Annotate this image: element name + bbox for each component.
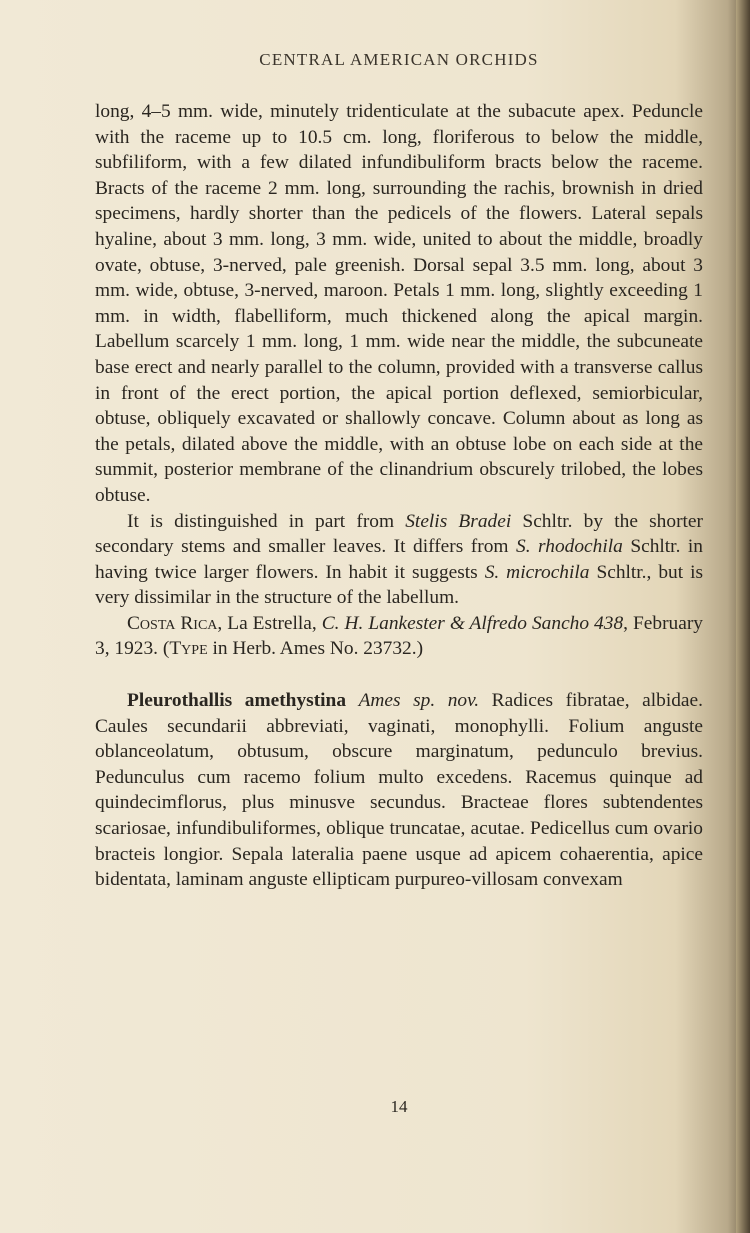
species-name-italic: Stelis Bradei xyxy=(405,510,512,532)
text-run: Schltr., but is very dissimilar in the structure of the labellum. xyxy=(95,561,704,609)
species-heading: Pleurothallis amethystina xyxy=(127,690,347,712)
species-author: Ames sp. nov. xyxy=(358,690,480,712)
running-head: CENTRAL AMERICAN ORCHIDS xyxy=(259,50,539,69)
text-run: in Herb. Ames No. 23732.) xyxy=(207,638,424,660)
new-species-paragraph xyxy=(95,688,703,893)
specimen-citation xyxy=(95,611,703,662)
book-spine-shadow xyxy=(736,0,750,1233)
text-run: Schltr. by the shorter secondary stems and smaller leaves. It differs from xyxy=(95,510,703,558)
page-number: 14 xyxy=(390,1097,408,1116)
species-name-italic: S. rhodochila xyxy=(516,536,623,558)
species-name-italic: S. microchila xyxy=(484,561,590,583)
collector-name: C. H. Lankester & Alfredo Sancho 438 xyxy=(321,612,624,634)
type-label: Type xyxy=(169,638,208,660)
section-gap xyxy=(95,662,703,688)
latin-description: Radices fibratae, albidae. Caules secundarii abbreviati, vaginati, monophylli. Folium anguste oblanceolatum, obtusum, obscure marginatum, pedunculo brevius. Pedunculus cum racemo folium multo excedens. Racemus quinque ad quindecimflorus, plus minusve secundus. Bracteae flores subtendentes scariosae, infundibuliformes, oblique truncatae, acutae. Pedicellus cum ovario bracteis longior. Sepala lateralia paene usque ad apicem cohaerentia, apice bidentata, laminam anguste ellipticam purpureo-villosam convexam xyxy=(95,690,703,891)
text-run: It is distinguished in part from xyxy=(127,510,406,532)
country-name: Costa Rica xyxy=(127,612,218,634)
text-run: , February 3, 1923. ( xyxy=(95,612,703,660)
description-paragraph: long, 4–5 mm. wide, minutely tridenticulate at the subacute apex. Peduncle with the raceme up to 10.5 cm. long, floriferous to below the middle, subfiliform, with a few dilated infundibuliform bracts below the raceme. Bracts of the raceme 2 mm. long, surrounding the rachis, brownish in dried specimens, hardly shorter than the pedicels of the flowers. Lateral sepals hyaline, about 3 mm. long, 3 mm. wide, united to about the middle, broadly ovate, obtuse, 3-nerved, pale greenish. Dorsal sepal 3.5 mm. long, about 3 mm. wide, obtuse, 3-nerved, maroon. Petals 1 mm. long, slightly exceeding 1 mm. in width, flabelliform, much thickened along the apical margin. Labellum scarcely 1 mm. long, 1 mm. wide near the middle, the subcuneate base erect and nearly parallel to the column, provided with a transverse callus in front of the erect portion, the apical portion deflexed, semiorbicular, obtuse, obliquely excavated or shallowly concave. Column about as long as the petals, dilated above the middle, with an obtuse lobe on each side at the summit, posterior membrane of the clinandrium obscurely trilobed, the lobes obtuse. xyxy=(95,101,703,506)
text-run: , La Estrella, xyxy=(217,612,322,634)
body-text xyxy=(95,99,703,893)
text-run: Schltr. in having twice larger flowers. In habit it suggests xyxy=(95,536,704,583)
comparison-paragraph xyxy=(95,509,703,611)
